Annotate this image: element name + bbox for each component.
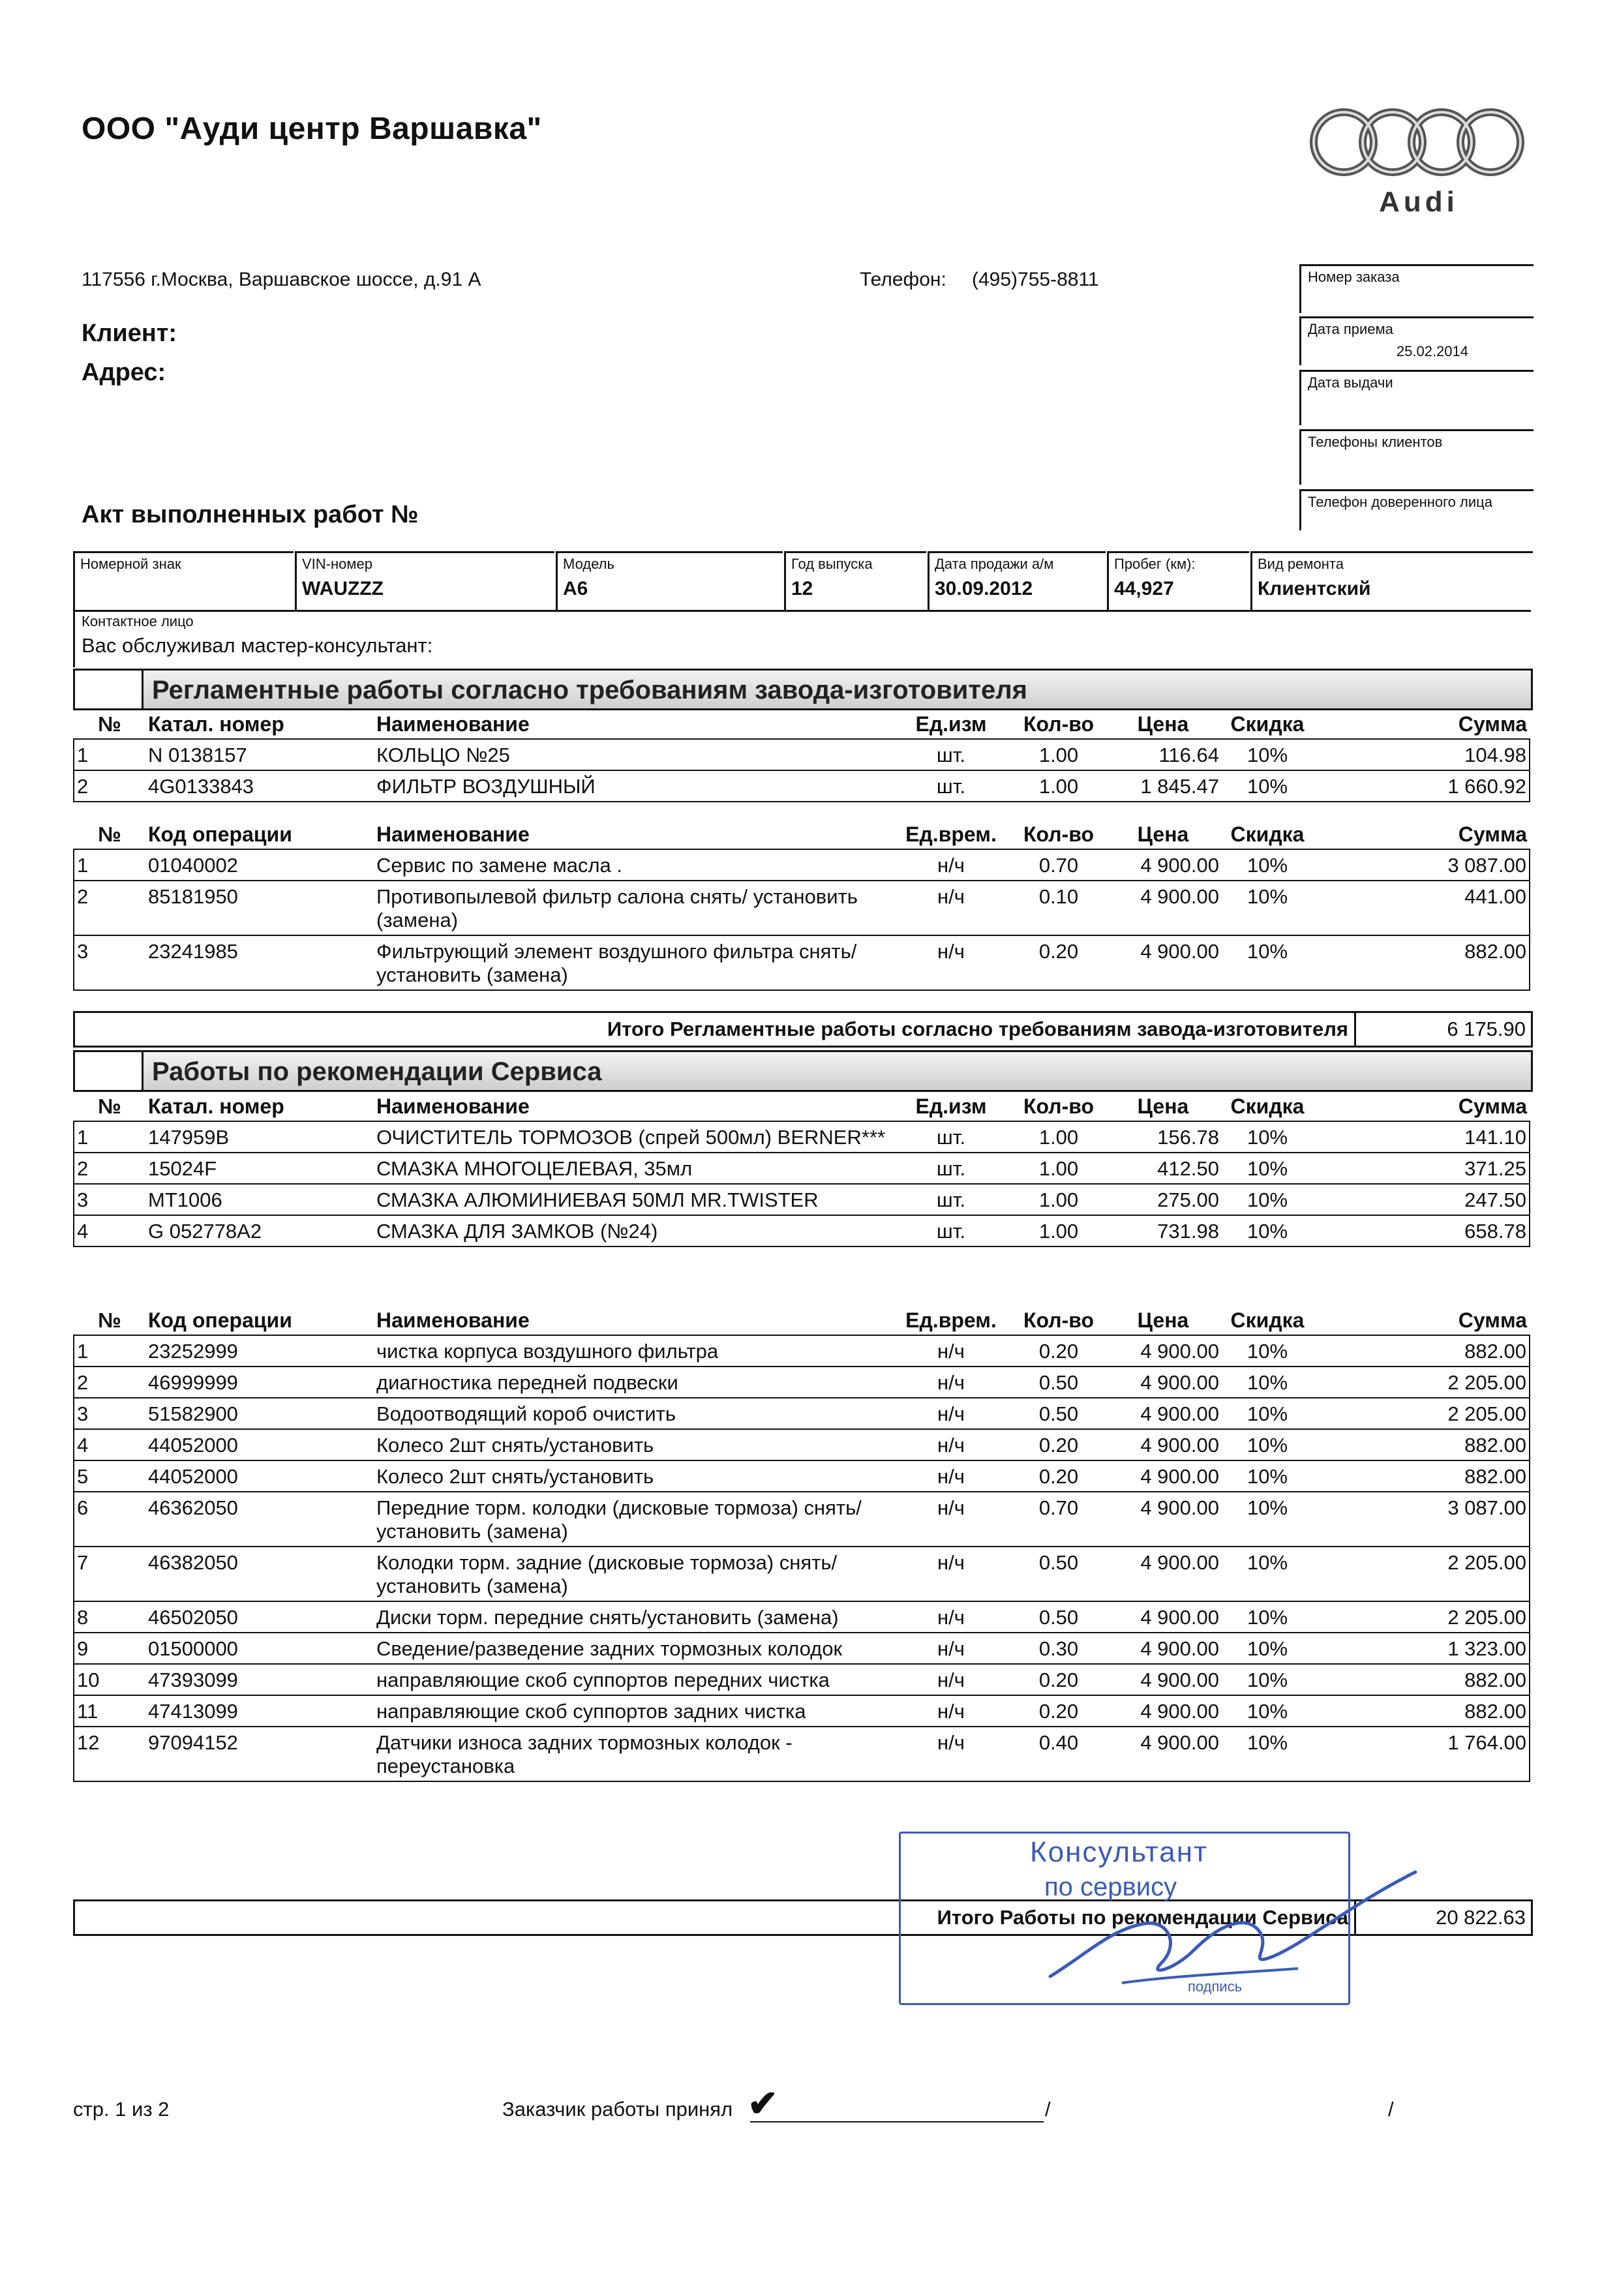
cell-quantity: 0.50 [1013,1398,1104,1429]
cell-sum: 2 205.00 [1313,1601,1530,1633]
cell-quantity: 0.50 [1013,1367,1104,1398]
cell-quantity: 0.20 [1013,1460,1104,1492]
cell-price: 4 900.00 [1104,881,1222,935]
cell-discount: 10% [1222,935,1313,990]
cell-code: 44052000 [145,1429,374,1460]
cell-discount: 10% [1222,1121,1313,1153]
vin-cell [295,551,554,611]
column-header-part: Катал. номер [148,1095,284,1118]
cell-quantity: 0.50 [1013,1547,1104,1601]
year-cell [784,551,926,611]
table-row [74,1367,1530,1398]
table-row [74,1695,1530,1727]
cell-quantity: 0.70 [1013,849,1104,881]
cell-code: 46999999 [145,1367,374,1398]
cell-quantity: 0.70 [1013,1492,1104,1547]
table-header-row [74,819,1530,849]
cell-quantity: 0.20 [1013,1429,1104,1460]
cell-unit: шт. [889,1215,1013,1246]
cell-quantity: 0.10 [1013,881,1104,935]
cell-name: Передние торм. колодки (дисковые тормоза) снять/установить (замена) [374,1492,889,1547]
table-row [74,1121,1530,1153]
cell-code: MT1006 [145,1184,374,1215]
client-label: Клиент: [82,320,177,347]
cell-name: диагностика передней подвески [374,1367,889,1398]
cell-price: 412.50 [1104,1153,1222,1184]
cell-quantity: 0.20 [1013,1335,1104,1367]
cell-code: G 052778A2 [145,1215,374,1246]
phone-value: (495)755-8811 [972,269,1099,290]
cell-quantity: 1.00 [1013,739,1104,770]
cell-sum: 2 205.00 [1313,1367,1530,1398]
column-header-op: Код операции [148,823,292,846]
column-header-no: № [98,1308,121,1332]
section1-total-row [73,1011,1533,1048]
repair-type-value: Клиентский [1258,578,1371,599]
column-header-qty: Кол-во [1023,1095,1095,1118]
date-received-value: 25.02.2014 [1396,343,1468,359]
sale-date-cell [928,551,1106,611]
section1-parts-table [73,708,1530,802]
section2-operations-table [73,1305,1530,1782]
table-row [74,739,1530,770]
cell-discount: 10% [1222,1367,1313,1398]
cell-unit: н/ч [889,935,1013,990]
cell-sum: 882.00 [1313,1695,1530,1727]
cell-code: 85181950 [145,881,374,935]
table-row [74,1727,1530,1781]
cell-code: 23252999 [145,1335,374,1367]
column-header-unit: Ед.изм [915,712,987,736]
model-label: Модель [563,556,614,572]
cell-name: чистка корпуса воздушного фильтра [374,1335,889,1367]
cell-quantity: 0.20 [1013,1695,1104,1727]
cell-sum: 371.25 [1313,1153,1530,1184]
cell-row-number: 11 [74,1695,145,1727]
cell-discount: 10% [1222,1184,1313,1215]
column-header-discount: Скидка [1230,712,1305,736]
client-phones-box [1299,429,1534,485]
cell-code: 51582900 [145,1398,374,1429]
client-address-label: Адрес: [82,359,166,386]
page-number: стр. 1 из 2 [73,2098,170,2121]
cell-unit: н/ч [889,881,1013,935]
cell-sum: 882.00 [1313,1664,1530,1695]
cell-name: Датчики износа задних тормозных колодок - переустановка [374,1727,889,1781]
cell-code: 46362050 [145,1492,374,1547]
section1-total-value: 6 175.90 [1447,1018,1526,1040]
table-header-row [74,1091,1530,1121]
table-row [74,849,1530,881]
cell-unit: н/ч [889,1601,1013,1633]
sale-date-label: Дата продажи а/м [935,556,1054,572]
cell-quantity: 1.00 [1013,1121,1104,1153]
cell-unit: н/ч [889,1633,1013,1664]
cell-sum: 2 205.00 [1313,1547,1530,1601]
cell-unit: шт. [889,770,1013,802]
date-received-box [1299,316,1534,365]
cell-unit: н/ч [889,1727,1013,1781]
slash-separator-end: / [1388,2098,1394,2121]
cell-discount: 10% [1222,1460,1313,1492]
stamp-line3: подпись [1188,1978,1243,1995]
column-header-name: Наименование [376,712,530,736]
cell-sum: 3 087.00 [1313,1492,1530,1547]
cell-row-number: 9 [74,1633,145,1664]
cell-name: КОЛЬЦО №25 [374,739,889,770]
column-header-no: № [98,823,121,846]
section1-header [73,669,1533,710]
cell-code: 01500000 [145,1633,374,1664]
cell-sum: 3 087.00 [1313,849,1530,881]
cell-discount: 10% [1222,1664,1313,1695]
phone-label: Телефон: [860,269,946,290]
signature-line [750,2121,1044,2122]
cell-name: СМАЗКА МНОГОЦЕЛЕВАЯ, 35мл [374,1153,889,1184]
cell-row-number: 7 [74,1547,145,1601]
cell-code: 147959B [145,1121,374,1153]
mileage-cell [1107,551,1249,611]
date-received-label: Дата приема [1308,321,1393,337]
cell-row-number: 3 [74,1398,145,1429]
column-header-no: № [98,712,121,736]
cell-unit: н/ч [889,1429,1013,1460]
cell-price: 116.64 [1104,739,1222,770]
cell-sum: 882.00 [1313,1335,1530,1367]
cell-code: 44052000 [145,1460,374,1492]
cell-price: 4 900.00 [1104,1695,1222,1727]
cell-price: 4 900.00 [1104,1429,1222,1460]
cell-price: 4 900.00 [1104,849,1222,881]
column-header-price: Цена [1137,1308,1189,1332]
cell-discount: 10% [1222,739,1313,770]
cell-sum: 2 205.00 [1313,1398,1530,1429]
cell-discount: 10% [1222,770,1313,802]
table-row [74,1398,1530,1429]
cell-discount: 10% [1222,849,1313,881]
cell-name: Фильтрующий элемент воздушного фильтра снять/установить (замена) [374,935,889,990]
cell-sum: 104.98 [1313,739,1530,770]
cell-unit: н/ч [889,1547,1013,1601]
cell-sum: 1 660.92 [1313,770,1530,802]
table-row [74,1633,1530,1664]
table-row [74,1184,1530,1215]
table-row [74,1547,1530,1601]
cell-discount: 10% [1222,1547,1313,1601]
cell-name: СМАЗКА АЛЮМИНИЕВАЯ 50МЛ MR.TWISTER [374,1184,889,1215]
accepted-label: Заказчик работы принял [502,2098,733,2121]
year-label: Год выпуска [791,556,873,572]
cell-row-number: 1 [74,1121,145,1153]
cell-unit: шт. [889,739,1013,770]
cell-sum: 1 323.00 [1313,1633,1530,1664]
vin-value: WAUZZZ [302,578,384,599]
client-phones-label: Телефоны клиентов [1308,434,1443,450]
cell-row-number: 4 [74,1429,145,1460]
contact-text: Вас обслуживал мастер-консультант: [82,634,433,657]
cell-sum: 441.00 [1313,881,1530,935]
cell-unit: шт. [889,1153,1013,1184]
cell-row-number: 2 [74,770,145,802]
cell-sum: 247.50 [1313,1184,1530,1215]
cell-discount: 10% [1222,1492,1313,1547]
date-issued-label: Дата выдачи [1308,374,1393,391]
table-header-row [74,1305,1530,1335]
vin-label: VIN-номер [302,556,372,572]
column-header-sum: Сумма [1458,1308,1527,1332]
cell-price: 156.78 [1104,1121,1222,1153]
cell-price: 4 900.00 [1104,1398,1222,1429]
cell-row-number: 1 [74,849,145,881]
cell-quantity: 0.50 [1013,1601,1104,1633]
cell-row-number: 2 [74,881,145,935]
stamp-line1: Консультант [1030,1836,1209,1868]
cell-code: 47413099 [145,1695,374,1727]
table-row [74,935,1530,990]
cell-price: 4 900.00 [1104,1547,1222,1601]
section1-operations-table [73,819,1530,991]
cell-name: Колодки торм. задние (дисковые тормоза) снять/ установить (замена) [374,1547,889,1601]
cell-price: 4 900.00 [1104,935,1222,990]
model-value: A6 [563,578,588,599]
cell-row-number: 3 [74,935,145,990]
cell-code: 46502050 [145,1601,374,1633]
column-header-price: Цена [1137,1095,1189,1118]
proxy-phone-box [1299,489,1534,530]
cell-row-number: 1 [74,739,145,770]
cell-name: ФИЛЬТР ВОЗДУШНЫЙ [374,770,889,802]
cell-row-number: 2 [74,1153,145,1184]
table-row [74,1335,1530,1367]
cell-discount: 10% [1222,1601,1313,1633]
column-header-discount: Скидка [1230,823,1305,846]
cell-code: 97094152 [145,1727,374,1781]
plate-label: Номерной знак [80,556,181,572]
cell-quantity: 0.40 [1013,1727,1104,1781]
cell-code: 47393099 [145,1664,374,1695]
cell-unit: н/ч [889,1460,1013,1492]
section2-header [73,1050,1533,1092]
table-row [74,1601,1530,1633]
cell-unit: н/ч [889,1367,1013,1398]
cell-price: 4 900.00 [1104,1727,1222,1781]
cell-discount: 10% [1222,1398,1313,1429]
contact-label: Контактное лицо [82,613,194,629]
cell-unit: шт. [889,1121,1013,1153]
column-header-unit_time: Ед.врем. [905,1308,997,1332]
cell-discount: 10% [1222,1429,1313,1460]
cell-sum: 882.00 [1313,1460,1530,1492]
cell-row-number: 10 [74,1664,145,1695]
cell-row-number: 1 [74,1335,145,1367]
cell-quantity: 1.00 [1013,1184,1104,1215]
section2-title: Работы по рекомендации Сервиса [152,1057,602,1086]
cell-sum: 658.78 [1313,1215,1530,1246]
column-header-unit: Ед.изм [915,1095,987,1118]
proxy-phone-label: Телефон доверенного лица [1308,494,1492,510]
cell-code: 01040002 [145,849,374,881]
cell-name: ОЧИСТИТЕЛЬ ТОРМОЗОВ (спрей 500мл) BERNER*** [374,1121,889,1153]
cell-quantity: 1.00 [1013,1153,1104,1184]
cell-unit: н/ч [889,1492,1013,1547]
cell-code: 15024F [145,1153,374,1184]
plate-cell [73,551,294,611]
audi-rings-icon [1298,104,1539,183]
cell-name: СМАЗКА ДЛЯ ЗАМКОВ (№24) [374,1215,889,1246]
cell-price: 4 900.00 [1104,1460,1222,1492]
mileage-value: 44,927 [1114,578,1174,599]
column-header-name: Наименование [376,1308,530,1332]
cell-name: направляющие скоб суппортов передних чистка [374,1664,889,1695]
cell-quantity: 0.20 [1013,935,1104,990]
cell-price: 1 845.47 [1104,770,1222,802]
cell-code: 46382050 [145,1547,374,1601]
cell-name: Сервис по замене масла . [374,849,889,881]
section1-title: Регламентные работы согласно требованиям завода-изготовителя [152,676,1027,704]
cell-price: 4 900.00 [1104,1664,1222,1695]
cell-sum: 882.00 [1313,1429,1530,1460]
mileage-label: Пробег (км): [1114,556,1196,572]
cell-sum: 141.10 [1313,1121,1530,1153]
column-header-qty: Кол-во [1023,823,1095,846]
cell-name: Колесо 2шт снять/установить [374,1460,889,1492]
cell-code: N 0138157 [145,739,374,770]
cell-row-number: 12 [74,1727,145,1781]
slash-separator: / [1045,2098,1051,2121]
cell-quantity: 0.20 [1013,1664,1104,1695]
table-row [74,881,1530,935]
section1-total-label: Итого Регламентные работы согласно требованиям завода-изготовителя [607,1018,1348,1040]
cell-price: 275.00 [1104,1184,1222,1215]
cell-code: 23241985 [145,935,374,990]
company-name: ООО "Ауди центр Варшавка" [82,112,542,146]
year-value: 12 [791,578,813,599]
sale-date-value: 30.09.2012 [935,578,1033,599]
repair-type-label: Вид ремонта [1258,556,1344,572]
section2-total-value: 20 822.63 [1436,1906,1526,1929]
checkmark-icon: ✔ [748,2083,778,2124]
cell-discount: 10% [1222,1633,1313,1664]
cell-row-number: 3 [74,1184,145,1215]
column-header-sum: Сумма [1458,1095,1527,1118]
table-row [74,1460,1530,1492]
column-header-qty: Кол-во [1023,712,1095,736]
column-header-name: Наименование [376,1095,530,1118]
cell-row-number: 6 [74,1492,145,1547]
table-header-row [74,708,1530,739]
cell-unit: н/ч [889,1398,1013,1429]
audi-logo-word: Audi [1379,186,1458,218]
section2-total-label: Итого Работы по рекомендации Сервиса [937,1906,1348,1929]
cell-discount: 10% [1222,1695,1313,1727]
cell-code: 4G0133843 [145,770,374,802]
cell-quantity: 1.00 [1013,1215,1104,1246]
company-address: 117556 г.Москва, Варшавское шоссе, д.91 А [82,269,481,290]
table-row [74,1429,1530,1460]
column-header-price: Цена [1137,712,1189,736]
signature-icon [1024,1852,1428,2002]
cell-unit: н/ч [889,1664,1013,1695]
cell-discount: 10% [1222,1215,1313,1246]
stamp-line2: по сервису [1044,1873,1177,1901]
table-row [74,770,1530,802]
column-header-op: Код операции [148,1308,292,1332]
cell-row-number: 2 [74,1367,145,1398]
cell-unit: н/ч [889,1695,1013,1727]
column-header-sum: Сумма [1458,823,1527,846]
cell-unit: н/ч [889,849,1013,881]
column-header-unit_time: Ед.врем. [905,823,997,846]
table-row [74,1215,1530,1246]
cell-price: 4 900.00 [1104,1633,1222,1664]
cell-discount: 10% [1222,1153,1313,1184]
date-issued-box [1299,370,1534,425]
cell-quantity: 0.30 [1013,1633,1104,1664]
order-number-label: Номер заказа [1308,269,1400,285]
table-row [74,1153,1530,1184]
cell-price: 731.98 [1104,1215,1222,1246]
act-title: Акт выполненных работ № [82,501,419,528]
column-header-sum: Сумма [1458,712,1527,736]
cell-name: Противопылевой фильтр салона снять/ установить (замена) [374,881,889,935]
contact-box [73,610,1531,667]
column-header-qty: Кол-во [1023,1308,1095,1332]
table-row [74,1664,1530,1695]
cell-price: 4 900.00 [1104,1601,1222,1633]
column-header-discount: Скидка [1230,1308,1305,1332]
cell-row-number: 5 [74,1460,145,1492]
cell-price: 4 900.00 [1104,1492,1222,1547]
order-number-box [1299,264,1534,313]
cell-name: Сведение/разведение задних тормозных колодок [374,1633,889,1664]
cell-name: Диски торм. передние снять/установить (замена) [374,1601,889,1633]
cell-sum: 882.00 [1313,935,1530,990]
cell-unit: н/ч [889,1335,1013,1367]
cell-name: Водоотводящий короб очистить [374,1398,889,1429]
cell-discount: 10% [1222,1727,1313,1781]
column-header-part: Катал. номер [148,712,284,736]
repair-type-cell [1250,551,1533,611]
cell-row-number: 8 [74,1601,145,1633]
cell-discount: 10% [1222,1335,1313,1367]
model-cell [556,551,783,611]
column-header-name: Наименование [376,823,530,846]
cell-row-number: 4 [74,1215,145,1246]
cell-sum: 1 764.00 [1313,1727,1530,1781]
cell-quantity: 1.00 [1013,770,1104,802]
column-header-no: № [98,1095,121,1118]
table-row [74,1492,1530,1547]
cell-name: Колесо 2шт снять/установить [374,1429,889,1460]
audi-logo [1298,104,1539,228]
cell-discount: 10% [1222,881,1313,935]
cell-price: 4 900.00 [1104,1335,1222,1367]
column-header-discount: Скидка [1230,1095,1305,1118]
column-header-price: Цена [1137,823,1189,846]
cell-name: направляющие скоб суппортов задних чистка [374,1695,889,1727]
cell-unit: шт. [889,1184,1013,1215]
cell-price: 4 900.00 [1104,1367,1222,1398]
section2-parts-table [73,1091,1530,1247]
